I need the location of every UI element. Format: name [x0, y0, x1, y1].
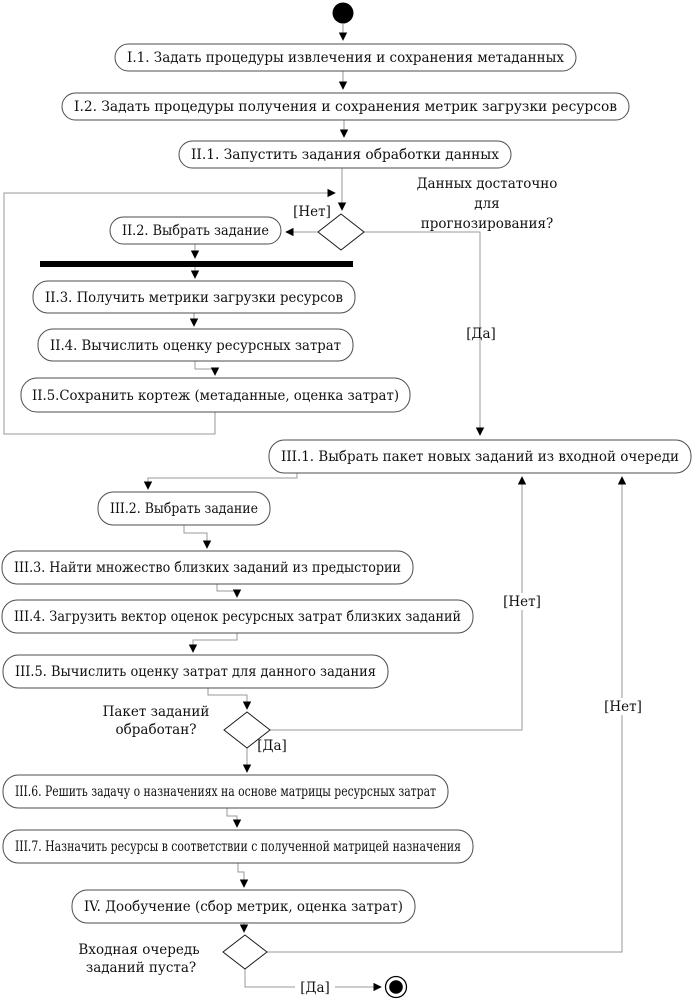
- edge-iii4-to-iii5: [193, 633, 237, 652]
- edge-decision3-no-to-iii1: [267, 477, 622, 952]
- node-iii6: [3, 775, 448, 808]
- label-decision3-no: [Нет]: [604, 699, 642, 715]
- initial-node: [333, 3, 354, 24]
- node-iii3: [2, 551, 413, 584]
- decision3-diamond: [223, 935, 267, 969]
- decision2-question-line2: обработан?: [115, 722, 197, 738]
- node-ii3: [33, 281, 355, 313]
- node-iii7: [3, 830, 473, 863]
- node-ii1-label: II.1. Запустить задания обработки данных: [191, 147, 500, 163]
- node-i1-label: I.1. Задать процедуры извлечения и сохранения метаданных: [127, 50, 565, 66]
- node-iii7-label: III.7. Назначить ресурсы в соответствии с полученной матрицей назначения: [15, 839, 461, 855]
- node-iv: [72, 890, 415, 923]
- fork-bar: [40, 261, 353, 267]
- node-iii4-label: III.4. Загрузить вектор оценок ресурсных затрат близких заданий: [14, 609, 461, 625]
- node-ii5-label: II.5.Сохранить кортеж (метаданные, оценка затрат): [32, 388, 399, 404]
- activity-nodes: [2, 44, 691, 923]
- node-ii4: [38, 329, 353, 361]
- node-iii5-label: III.5. Вычислить оценку затрат для данного задания: [15, 664, 376, 680]
- decision3-question-line1: Входная очередь: [78, 942, 200, 958]
- decision1-question-line1: Данных достаточно: [416, 176, 558, 192]
- final-node-inner: [389, 980, 403, 994]
- edge-iii1-to-iii2: [148, 473, 297, 489]
- node-iii5: [3, 655, 388, 688]
- edge-iii3-to-iii4: [217, 584, 237, 597]
- node-ii1: [179, 141, 511, 168]
- node-ii4-label: II.4. Вычислить оценку ресурсных затрат: [50, 338, 341, 354]
- edge-ii4-to-ii5: [195, 361, 215, 375]
- node-ii3-label: II.3. Получить метрики загрузки ресурсов: [45, 290, 344, 306]
- node-i2-label: I.2. Задать процедуры получения и сохранения метрик загрузки ресурсов: [74, 99, 618, 115]
- edge-iii6-to-iii7: [227, 808, 237, 827]
- label-decision1-no: [Нет]: [293, 204, 331, 220]
- node-iii1: [269, 440, 691, 473]
- decision1-question-line3: прогнозирования?: [420, 216, 554, 232]
- node-ii2-label: II.2. Выбрать задание: [122, 223, 270, 239]
- node-iii4: [2, 600, 473, 633]
- edge-iii2-to-iii3: [184, 525, 207, 548]
- node-iii6-label: III.6. Решить задачу о назначениях на основе матрицы ресурсных затрат: [15, 784, 436, 800]
- node-iii2: [98, 492, 270, 525]
- node-i1: [115, 44, 576, 71]
- decision3-question-line2: заданий пуста?: [85, 960, 197, 976]
- node-ii5: [21, 378, 410, 412]
- decision2-question-line1: Пакет заданий: [102, 704, 210, 720]
- decision1-question-line2: для: [474, 196, 500, 212]
- node-ii2: [110, 217, 281, 244]
- node-iv-label: IV. Дообучение (сбор метрик, оценка затрат): [84, 899, 403, 915]
- label-decision2-no: [Нет]: [503, 594, 541, 610]
- edge-iii7-to-iv: [238, 863, 244, 887]
- label-decision2-yes: [Да]: [257, 738, 287, 754]
- node-i2: [62, 93, 629, 120]
- edge-iii5-to-decision2: [208, 688, 247, 709]
- node-iii1-label: III.1. Выбрать пакет новых заданий из входной очереди: [281, 449, 679, 465]
- label-decision3-yes: [Да]: [300, 980, 330, 996]
- node-iii3-label: III.3. Найти множество близких заданий из предыстории: [14, 560, 401, 576]
- node-iii2-label: III.2. Выбрать задание: [110, 501, 259, 517]
- label-decision1-yes: [Да]: [466, 326, 496, 342]
